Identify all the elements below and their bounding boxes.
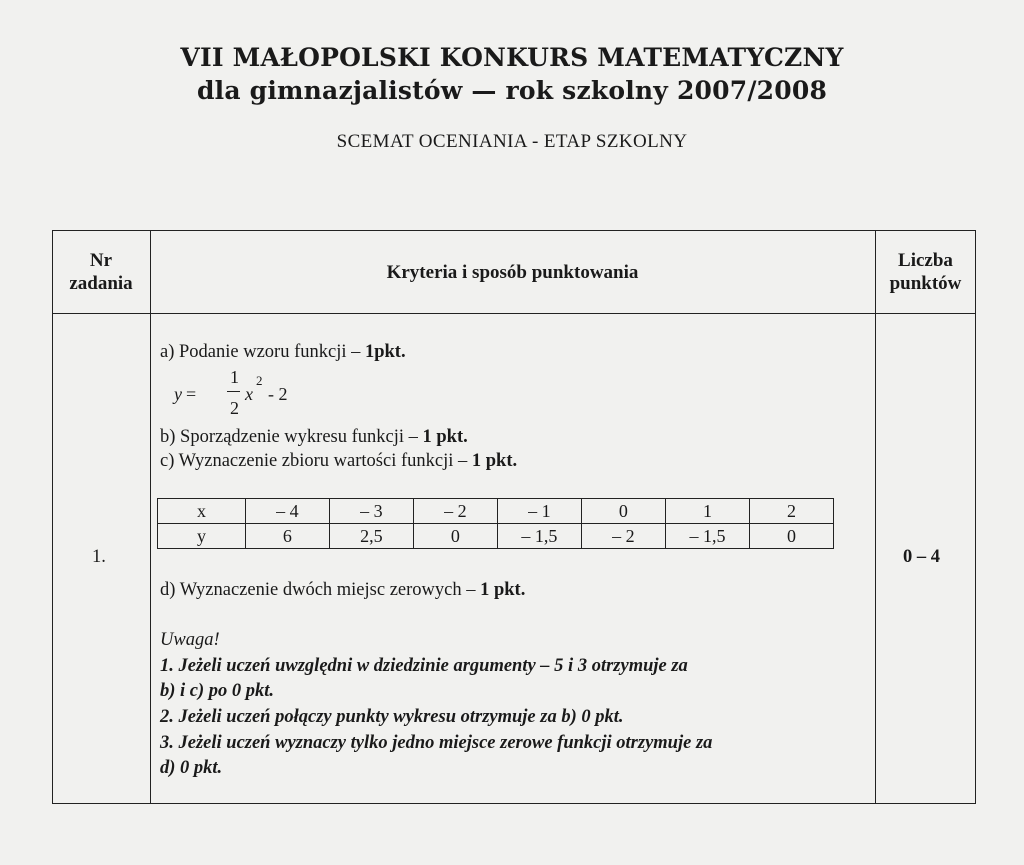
header-points-line2: punktów: [889, 273, 962, 294]
values-y-cell: 0: [750, 524, 834, 549]
criterion-c: [160, 451, 517, 472]
column-divider-right: [875, 230, 876, 804]
formula-constant: - 2: [268, 384, 288, 404]
formula-numerator: 1: [230, 367, 239, 387]
criterion-b-points: 1 pkt.: [422, 427, 468, 447]
values-x-cell: – 4: [245, 499, 329, 524]
task-number: 1.: [92, 547, 106, 567]
formula-denominator: 2: [230, 398, 239, 418]
criterion-a-points: 1pkt.: [364, 342, 406, 362]
note-3-line1: 3. Jeżeli uczeń wyznaczy tylko jedno miejsce zerowe funkcji otrzymuje za: [160, 733, 713, 753]
formula-y: y: [174, 384, 182, 404]
header-divider: [52, 313, 976, 314]
document-title-line2: dla gimnazjalistów — rok szkolny 2007/2008: [196, 76, 828, 105]
values-x-label: x: [158, 499, 246, 524]
document-subtitle: SCEMAT OCENIANIA - ETAP SZKOLNY: [336, 131, 688, 152]
values-x-cell: 0: [581, 499, 665, 524]
values-table: [157, 498, 834, 549]
criterion-d: [160, 580, 525, 601]
values-y-cell: 2,5: [329, 524, 413, 549]
values-y-cell: – 2: [581, 524, 665, 549]
values-y-cell: – 1,5: [497, 524, 581, 549]
header-nr-line2: zadania: [69, 273, 133, 294]
criterion-a: [160, 342, 406, 363]
criterion-d-text: d) Wyznaczenie dwóch miejsc zerowych –: [160, 580, 481, 600]
criterion-b: [160, 427, 468, 448]
header-nr-line1: Nr: [89, 250, 113, 271]
values-y-cell: 6: [245, 524, 329, 549]
criterion-a-text: a) Podanie wzoru funkcji –: [160, 342, 365, 362]
task-points: 0 – 4: [903, 547, 940, 567]
values-row-x: [158, 499, 834, 524]
values-y-cell: – 1,5: [665, 524, 749, 549]
criterion-b-text: b) Sporządzenie wykresu funkcji –: [160, 427, 423, 447]
note-2: 2. Jeżeli uczeń połączy punkty wykresu otrzymuje za b) 0 pkt.: [160, 707, 624, 727]
criterion-c-points: 1 pkt.: [471, 451, 518, 471]
criterion-d-points: 1 pkt.: [480, 580, 526, 600]
values-x-cell: – 2: [413, 499, 497, 524]
values-x-cell: – 3: [329, 499, 413, 524]
values-x-cell: 1: [665, 499, 749, 524]
header-criteria: Kryteria i sposób punktowania: [386, 262, 639, 283]
formula-equals: =: [186, 384, 197, 404]
values-y-label: y: [158, 524, 246, 549]
note-3-line2: d) 0 pkt.: [160, 758, 223, 778]
formula-fraction-bar: [227, 391, 240, 392]
criterion-c-text: c) Wyznaczenie zbioru wartości funkcji –: [160, 451, 472, 471]
note-1-line1: 1. Jeżeli uczeń uwzględni w dziedzinie argumenty – 5 i 3 otrzymuje za: [160, 656, 688, 676]
header-nr-zadania: [52, 249, 150, 295]
document-title-line1: VII MAŁOPOLSKI KONKURS MATEMATYCZNY: [180, 43, 844, 72]
values-y-cell: 0: [413, 524, 497, 549]
note-title: Uwaga!: [160, 630, 220, 650]
values-x-cell: 2: [750, 499, 834, 524]
column-divider-left: [150, 230, 151, 804]
values-row-y: [158, 524, 834, 549]
header-points-line1: Liczba: [898, 250, 953, 271]
note-1-line2: b) i c) po 0 pkt.: [160, 681, 275, 701]
formula-exponent: 2: [256, 373, 263, 388]
header-points: [875, 249, 976, 295]
values-x-cell: – 1: [497, 499, 581, 524]
formula-x: x: [245, 384, 253, 404]
